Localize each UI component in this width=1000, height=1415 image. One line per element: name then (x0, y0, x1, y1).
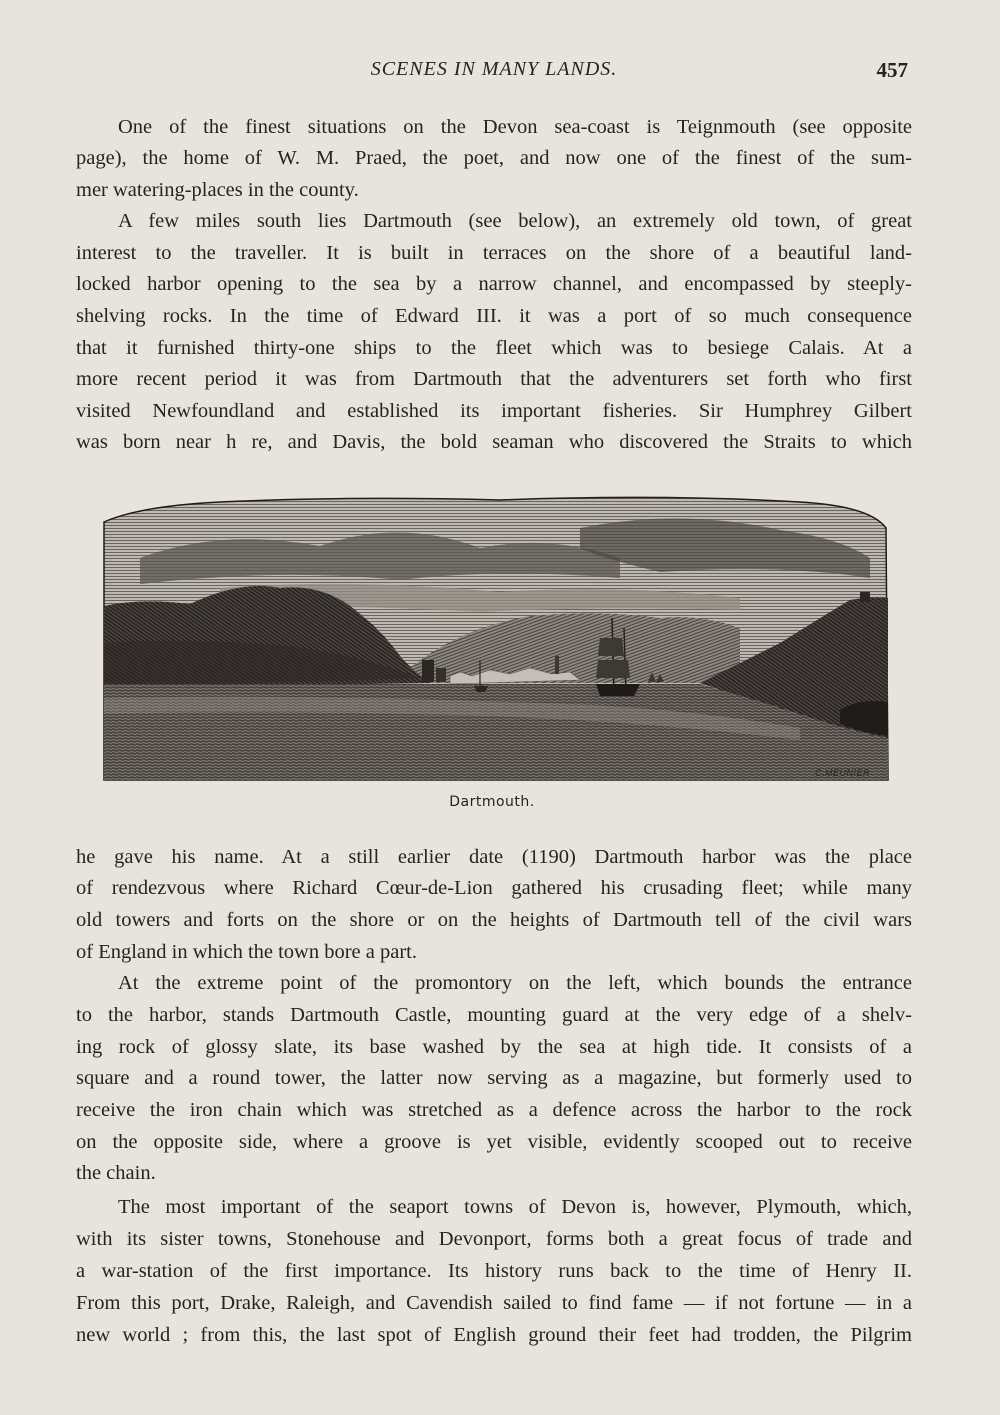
church-spire (555, 656, 559, 674)
text-line: of England in which the town bore a part. (76, 941, 418, 963)
text-line: locked harbor opening to the sea by a narrow channel, and encompassed by steeply- (76, 273, 912, 295)
text-line: page), the home of W. M. Praed, the poet, and now one of the finest of the sum- (76, 147, 912, 169)
text-line: of rendezvous where Richard Cœur-de-Lion gathered his crusading fleet; while many (76, 877, 912, 899)
text-line: that it furnished thirty-one ships to the fleet which was to besiege Calais. At a (76, 337, 912, 359)
text-line: visited Newfoundland and established its important fisheries. Sir Humphrey Gilbert (76, 400, 912, 422)
castle-tower (422, 660, 434, 682)
text-line: old towers and forts on the shore or on the heights of Dartmouth tell of the civil wars (76, 909, 912, 931)
text-line: shelving rocks. In the time of Edward III. it was a port of so much consequence (76, 305, 912, 327)
text-line: a war-station of the first importance. Its history runs back to the time of Henry II. (76, 1260, 912, 1282)
text-line: the chain. (76, 1162, 156, 1184)
text-line: receive the iron chain which was stretched as a defence across the harbor to the rock (76, 1099, 912, 1121)
text-line: interest to the traveller. It is built in terraces on the shore of a beautiful land- (76, 242, 912, 264)
page-header (76, 58, 912, 88)
castle-wall (436, 668, 446, 682)
text-line: From this port, Drake, Raleigh, and Cavendish sailed to find fame — if not fortune — in a (76, 1292, 912, 1314)
text-line: to the harbor, stands Dartmouth Castle, mounting guard at the very edge of a shelv- (76, 1004, 912, 1026)
engraving-illustration (100, 488, 892, 788)
text-line: more recent period it was from Dartmouth that the adventurers set forth who first (76, 368, 912, 390)
page-number: 457 (876, 58, 908, 82)
text-line: The most important of the seaport towns of Devon is, however, Plymouth, which, (118, 1196, 912, 1218)
text-line: ing rock of glossy slate, its base washed by the sea at high tide. It consists of a (76, 1036, 912, 1058)
text-line: square and a round tower, the latter now serving as a magazine, but formerly used to (76, 1067, 912, 1089)
text-line: with its sister towns, Stonehouse and Devonport, forms both a great focus of trade and (76, 1228, 912, 1250)
text-line: At the extreme point of the promontory on the left, which bounds the entrance (118, 972, 912, 994)
text-line: mer watering-places in the county. (76, 179, 359, 201)
dartmouth-engraving (100, 488, 892, 788)
headland-tower (860, 592, 870, 602)
running-title: SCENES IN MANY LANDS. (370, 58, 618, 80)
text-line: A few miles south lies Dartmouth (see below), an extremely old town, of great (118, 210, 912, 232)
engraver-signature: C.MEUNIER (814, 768, 870, 778)
text-line: One of the finest situations on the Devon sea-coast is Teignmouth (see opposite (118, 116, 912, 138)
figure-caption: Dartmouth. (449, 794, 535, 810)
text-line: on the opposite side, where a groove is yet visible, evidently scooped out to receive (76, 1131, 912, 1153)
text-line: was born near h re, and Davis, the bold seaman who discovered the Straits to which (76, 431, 912, 453)
text-line: he gave his name. At a still earlier date (1190) Dartmouth harbor was the place (76, 846, 912, 868)
text-line: new world ; from this, the last spot of English ground their feet had trodden, the Pilgrim (76, 1324, 912, 1346)
